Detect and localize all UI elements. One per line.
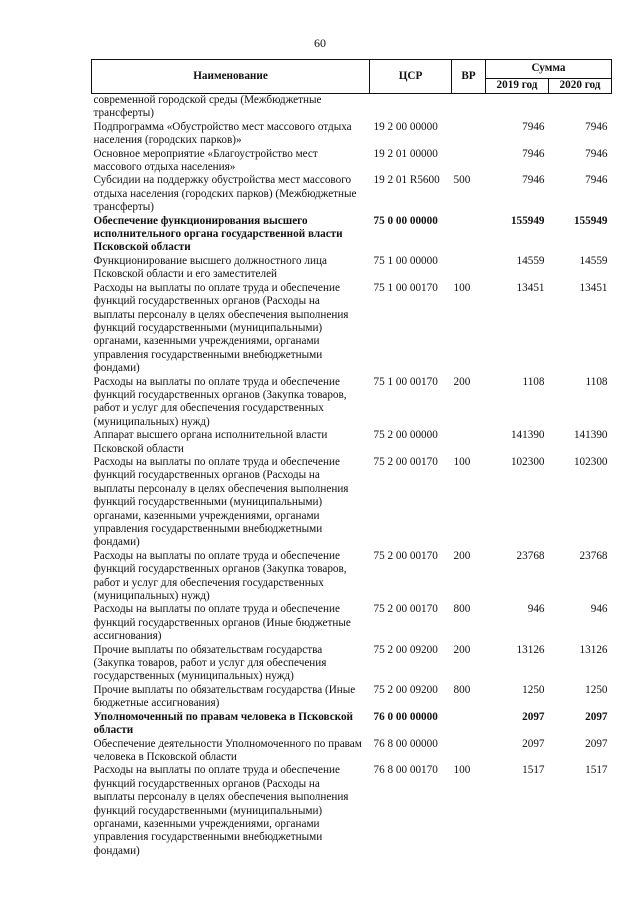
row-vr bbox=[452, 215, 486, 255]
row-sum-2019: 14559 bbox=[516, 254, 545, 267]
row-vr: 200 bbox=[453, 549, 471, 562]
row-sum-2020 bbox=[549, 94, 612, 121]
row-sum-2019: 946 bbox=[527, 603, 545, 616]
table-row bbox=[92, 376, 612, 430]
row-sum-2020: 141390 bbox=[573, 429, 608, 442]
table-row bbox=[92, 603, 612, 643]
row-csr: 75 1 00 00000 bbox=[373, 254, 438, 267]
row-sum-2020: 14559 bbox=[579, 254, 608, 267]
row-csr: 75 1 00 00170 bbox=[373, 375, 438, 388]
row-sum-2020: 155949 bbox=[573, 214, 608, 227]
row-sum-2020: 13451 bbox=[579, 281, 608, 294]
page-number: 60 bbox=[314, 36, 326, 50]
row-name: Расходы на выплаты по оплате труда и обеспечение функций государственных органов (Расходы на выплаты персоналу в целях обеспечения выполнения функций государственными (муниципальными) органами, казенными учреждениями, органами управления государственными внебюджетными фондами) bbox=[93, 281, 349, 375]
row-name: Прочие выплаты по обязательствам государства (Закупка товаров, работ и услуг для обеспечения государственных (муниципальных) нужд) bbox=[93, 643, 327, 683]
row-vr bbox=[452, 429, 486, 456]
table-row bbox=[92, 738, 612, 765]
row-sum-2019: 2097 bbox=[522, 737, 545, 750]
table-row bbox=[92, 711, 612, 738]
table-row bbox=[92, 456, 612, 550]
row-sum-2019: 1517 bbox=[522, 764, 545, 777]
row-sum-2020: 1108 bbox=[585, 375, 608, 388]
table-row bbox=[92, 215, 612, 255]
row-sum-2020: 1517 bbox=[585, 764, 608, 777]
budget-table bbox=[91, 59, 612, 858]
row-sum-2019: 1108 bbox=[522, 375, 545, 388]
table-row bbox=[92, 429, 612, 456]
row-sum-2019: 2097 bbox=[522, 710, 545, 723]
row-name: Субсидии на поддержку обустройства мест массового отдыха населения (городских парков) (Межбюджетные трансферты) bbox=[93, 174, 357, 214]
header-csr: ЦСР bbox=[370, 60, 452, 94]
row-sum-2019: 141390 bbox=[510, 429, 545, 442]
row-csr: 19 2 01 R5600 bbox=[373, 174, 440, 187]
row-csr: 75 2 00 00170 bbox=[373, 455, 438, 468]
row-sum-2020: 2097 bbox=[585, 710, 608, 723]
table-row bbox=[92, 684, 612, 711]
row-sum-2020: 2097 bbox=[585, 737, 608, 750]
row-csr: 76 8 00 00170 bbox=[373, 764, 438, 777]
row-vr: 800 bbox=[453, 603, 471, 616]
row-sum-2019: 1250 bbox=[522, 683, 545, 696]
row-vr: 100 bbox=[453, 455, 471, 468]
row-sum-2020: 7946 bbox=[585, 120, 608, 133]
table-row bbox=[92, 255, 612, 282]
row-vr: 800 bbox=[453, 683, 471, 696]
row-vr bbox=[452, 255, 486, 282]
row-vr bbox=[452, 711, 486, 738]
row-vr: 200 bbox=[453, 375, 471, 388]
row-csr: 19 2 01 00000 bbox=[373, 147, 438, 160]
header-year-2020: 2020 год bbox=[549, 79, 612, 94]
row-vr: 200 bbox=[453, 643, 471, 656]
row-sum-2019: 7946 bbox=[522, 147, 545, 160]
row-name: Аппарат высшего органа исполнительной власти Псковской области bbox=[93, 429, 328, 455]
table-row bbox=[92, 764, 612, 858]
header-sum: Сумма bbox=[486, 60, 612, 79]
row-csr: 75 0 00 00000 bbox=[373, 214, 438, 227]
row-csr: 75 2 00 09200 bbox=[373, 683, 438, 696]
row-vr bbox=[452, 121, 486, 148]
row-sum-2019: 13451 bbox=[516, 281, 545, 294]
row-vr: 100 bbox=[453, 764, 471, 777]
row-vr bbox=[452, 738, 486, 765]
row-name: Расходы на выплаты по оплате труда и обеспечение функций государственных органов (Закупка товаров, работ и услуг для обеспечения государственных (муниципальных) нужд) bbox=[93, 375, 347, 428]
row-csr: 75 2 00 09200 bbox=[373, 643, 438, 656]
row-csr: 75 2 00 00000 bbox=[373, 429, 438, 442]
row-csr: 76 8 00 00000 bbox=[373, 737, 438, 750]
row-sum-2020: 946 bbox=[590, 603, 608, 616]
row-csr: 75 2 00 00170 bbox=[373, 549, 438, 562]
row-name: Уполномоченный по правам человека в Псковской области bbox=[93, 710, 354, 737]
header-vr: ВР bbox=[452, 60, 486, 94]
row-name: Обеспечение функционирования высшего исполнительного органа государственной власти Псковской области bbox=[93, 214, 343, 254]
row-sum-2019: 13126 bbox=[516, 643, 545, 656]
row-vr bbox=[452, 148, 486, 175]
table-header bbox=[92, 60, 612, 94]
row-sum-2019 bbox=[486, 94, 549, 121]
table-body bbox=[92, 94, 612, 859]
table-row bbox=[92, 121, 612, 148]
row-name: Подпрограмма «Обустройство мест массового отдыха населения (городских парков)» bbox=[93, 120, 352, 147]
table-row bbox=[92, 644, 612, 684]
table-row bbox=[92, 148, 612, 175]
row-name: Расходы на выплаты по оплате труда и обеспечение функций государственных органов (Закупка товаров, работ и услуг для обеспечения государственных (муниципальных) нужд) bbox=[93, 549, 347, 603]
header-name: Наименование bbox=[92, 60, 370, 94]
row-sum-2020: 7946 bbox=[585, 147, 608, 160]
row-name: современной городской среды (Межбюджетные трансферты) bbox=[93, 94, 322, 120]
table-row bbox=[92, 282, 612, 376]
row-name: Расходы на выплаты по оплате труда и обеспечение функций государственных органов (Расходы на выплаты персоналу в целях обеспечения выполнения функций государственными (муниципальными) органами, казенными учреждениями, органами управления государственными внебюджетными фондами) bbox=[93, 455, 349, 549]
row-csr: 75 2 00 00170 bbox=[373, 603, 438, 616]
row-csr: 19 2 00 00000 bbox=[373, 120, 438, 133]
row-sum-2019: 155949 bbox=[510, 214, 545, 227]
row-sum-2019: 7946 bbox=[522, 120, 545, 133]
row-sum-2020: 102300 bbox=[573, 455, 608, 468]
row-vr bbox=[452, 94, 486, 121]
row-name: Прочие выплаты по обязательствам государства (Иные бюджетные ассигнования) bbox=[93, 683, 356, 710]
row-csr: 75 1 00 00170 bbox=[373, 281, 438, 294]
row-name: Основное мероприятие «Благоустройство мест массового отдыха населения» bbox=[93, 147, 318, 174]
header-year-2019: 2019 год bbox=[486, 79, 549, 94]
row-sum-2019: 23768 bbox=[516, 549, 545, 562]
table-row bbox=[92, 94, 612, 121]
row-sum-2019: 7946 bbox=[522, 174, 545, 187]
table-row bbox=[92, 550, 612, 604]
row-sum-2020: 23768 bbox=[579, 549, 608, 562]
row-sum-2020: 1250 bbox=[585, 683, 608, 696]
row-name: Обеспечение деятельности Уполномоченного по правам человека в Псковской области bbox=[93, 737, 362, 763]
row-name: Функционирование высшего должностного лица Псковской области и его заместителей bbox=[93, 254, 327, 281]
row-sum-2019: 102300 bbox=[510, 455, 545, 468]
table-row bbox=[92, 174, 612, 214]
row-vr: 100 bbox=[453, 281, 471, 294]
row-csr: 76 0 00 00000 bbox=[373, 710, 438, 723]
row-name: Расходы на выплаты по оплате труда и обеспечение функций государственных органов (Иные бюджетные ассигнования) bbox=[93, 603, 351, 643]
row-sum-2020: 13126 bbox=[579, 643, 608, 656]
row-name: Расходы на выплаты по оплате труда и обеспечение функций государственных органов (Расходы на выплаты персоналу в целях обеспечения выполнения функций государственными (муниципальными) органами, казенными учреждениями, органами управления государственными внебюджетными фондами) bbox=[93, 764, 349, 857]
row-vr: 500 bbox=[453, 174, 471, 187]
row-sum-2020: 7946 bbox=[585, 174, 608, 187]
row-csr bbox=[370, 94, 452, 121]
